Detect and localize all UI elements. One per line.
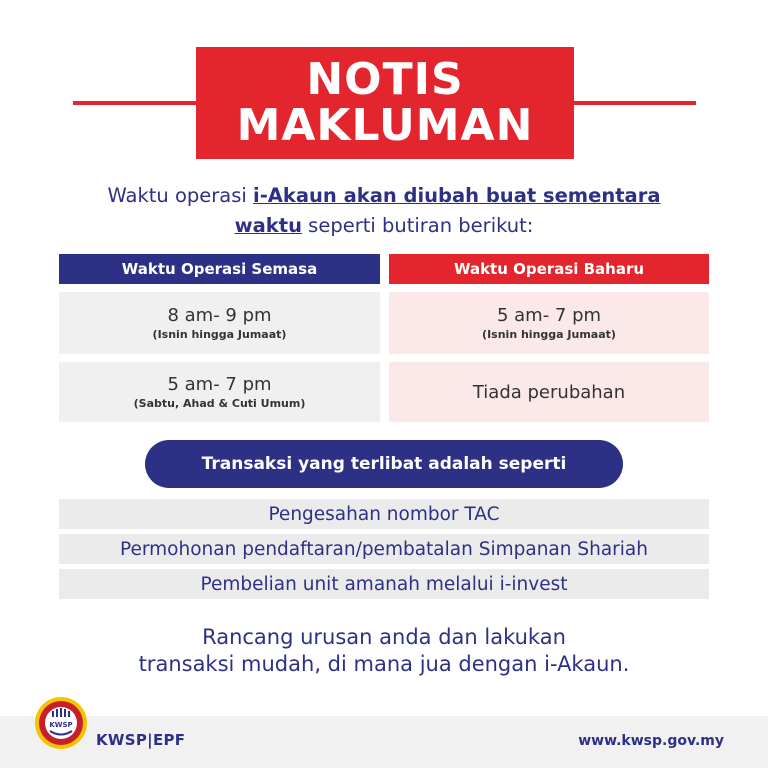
logo-text: KWSP — [49, 721, 73, 729]
title-rule-right — [572, 101, 696, 105]
cell-current-weekday — [59, 292, 380, 354]
cell-new-weekday — [389, 292, 709, 354]
transaction-item-tac: Pengesahan nombor TAC — [59, 499, 709, 529]
transaction-item-i-invest: Pembelian unit amanah melalui i-invest — [59, 569, 709, 599]
intro-highlight-1: i-Akaun akan diubah buat sementara — [253, 184, 661, 207]
intro-suffix: seperti butiran berikut: — [301, 214, 534, 237]
intro-prefix: Waktu operasi — [107, 184, 254, 207]
transactions-heading: Transaksi yang terlibat adalah seperti — [145, 440, 623, 488]
intro-highlight-2: waktu — [234, 214, 302, 237]
title-line-1: NOTIS — [306, 54, 464, 105]
kwsp-logo-icon — [34, 696, 88, 750]
brand-name: KWSP|EPF — [96, 731, 186, 749]
cell-new-weekend — [389, 362, 709, 422]
title-line-2: MAKLUMAN — [236, 100, 534, 151]
current-weekday-days: (Isnin hingga Jumaat) — [152, 328, 287, 341]
header-new-hours: Waktu Operasi Baharu — [389, 254, 709, 284]
closing-message — [40, 624, 728, 678]
new-weekday-days: (Isnin hingga Jumaat) — [482, 328, 616, 341]
header-current-hours: Waktu Operasi Semasa — [59, 254, 380, 284]
new-weekend-status: Tiada perubahan — [472, 381, 626, 403]
new-weekday-time: 5 am- 7 pm — [496, 305, 602, 326]
cell-current-weekend — [59, 362, 380, 422]
intro-text — [60, 181, 708, 241]
notice-title-banner — [196, 47, 574, 159]
closing-line-2: transaksi mudah, di mana jua dengan i-Akaun. — [138, 652, 630, 676]
current-weekday-time: 8 am- 9 pm — [167, 305, 272, 326]
closing-line-1: Rancang urusan anda dan lakukan — [202, 625, 566, 649]
title-rule-left — [73, 101, 198, 105]
transaction-item-shariah: Permohonan pendaftaran/pembatalan Simpanan Shariah — [59, 534, 709, 564]
current-weekend-days: (Sabtu, Ahad & Cuti Umum) — [133, 397, 306, 410]
website-url[interactable]: www.kwsp.gov.my — [578, 733, 724, 749]
current-weekend-time: 5 am- 7 pm — [167, 374, 272, 395]
